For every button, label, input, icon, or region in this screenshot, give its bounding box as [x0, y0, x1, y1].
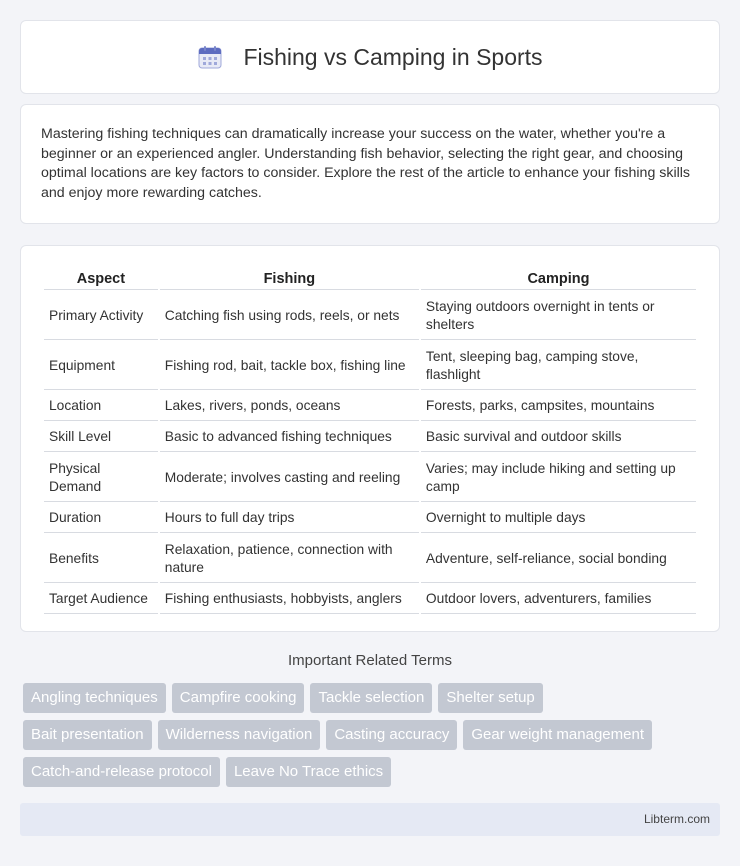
- cell-aspect: Benefits: [44, 535, 158, 583]
- term-row: [23, 683, 723, 713]
- header-fishing: Fishing: [160, 268, 419, 290]
- term-tag[interactable]: Bait presentation: [23, 720, 152, 750]
- cell-fishing: Hours to full day trips: [160, 504, 419, 533]
- term-tag[interactable]: Catch-and-release protocol: [23, 757, 220, 787]
- term-tag[interactable]: Casting accuracy: [326, 720, 457, 750]
- table-row: [44, 423, 696, 452]
- cell-fishing: Basic to advanced fishing techniques: [160, 423, 419, 452]
- cell-aspect: Duration: [44, 504, 158, 533]
- table-row: [44, 585, 696, 614]
- cell-fishing: Fishing enthusiasts, hobbyists, anglers: [160, 585, 419, 614]
- cell-camping: Staying outdoors overnight in tents or shelters: [421, 292, 696, 340]
- cell-camping: Adventure, self-reliance, social bonding: [421, 535, 696, 583]
- related-terms-title: Important Related Terms: [288, 652, 452, 669]
- term-tag[interactable]: Shelter setup: [438, 683, 542, 713]
- comparison-table-card: [20, 245, 720, 632]
- term-tag[interactable]: Gear weight management: [463, 720, 652, 750]
- term-tag[interactable]: Wilderness navigation: [158, 720, 321, 750]
- related-terms-list: [23, 683, 723, 794]
- cell-fishing: Moderate; involves casting and reeling: [160, 454, 419, 502]
- cell-camping: Basic survival and outdoor skills: [421, 423, 696, 452]
- cell-camping: Outdoor lovers, adventurers, families: [421, 585, 696, 614]
- term-row: [23, 720, 723, 750]
- cell-fishing: Fishing rod, bait, tackle box, fishing line: [160, 342, 419, 390]
- table-row: [44, 504, 696, 533]
- term-tag[interactable]: Angling techniques: [23, 683, 166, 713]
- page-title: Fishing vs Camping in Sports: [243, 43, 543, 70]
- cell-camping: Forests, parks, campsites, mountains: [421, 392, 696, 421]
- cell-camping: Varies; may include hiking and setting up camp: [421, 454, 696, 502]
- calendar-icon: [197, 44, 223, 70]
- table-header-row: [44, 268, 696, 290]
- comparison-table: [42, 266, 698, 616]
- cell-aspect: Equipment: [44, 342, 158, 390]
- cell-aspect: Primary Activity: [44, 292, 158, 340]
- intro-card: [20, 104, 720, 224]
- cell-camping: Tent, sleeping bag, camping stove, flashlight: [421, 342, 696, 390]
- header-aspect: Aspect: [44, 268, 158, 290]
- cell-aspect: Skill Level: [44, 423, 158, 452]
- cell-fishing: Lakes, rivers, ponds, oceans: [160, 392, 419, 421]
- table-row: [44, 535, 696, 583]
- cell-fishing: Catching fish using rods, reels, or nets: [160, 292, 419, 340]
- table-row: [44, 292, 696, 340]
- header-camping: Camping: [421, 268, 696, 290]
- cell-aspect: Location: [44, 392, 158, 421]
- cell-camping: Overnight to multiple days: [421, 504, 696, 533]
- table-row: [44, 392, 696, 421]
- term-tag[interactable]: Leave No Trace ethics: [226, 757, 391, 787]
- term-row: [23, 757, 723, 787]
- cell-fishing: Relaxation, patience, connection with nature: [160, 535, 419, 583]
- header-card: [20, 20, 720, 94]
- cell-aspect: Physical Demand: [44, 454, 158, 502]
- table-row: [44, 342, 696, 390]
- term-tag[interactable]: Campfire cooking: [172, 683, 305, 713]
- footer-site-link[interactable]: Libterm.com: [643, 812, 710, 826]
- cell-aspect: Target Audience: [44, 585, 158, 614]
- table-row: [44, 454, 696, 502]
- footer: [20, 803, 720, 836]
- intro-text: Mastering fishing techniques can dramatically increase your success on the water, whether you're a beginner or an experienced angler. Understanding fish behavior, selecting the right gear, and choosing optimal locations are key factors to consider. Explore the rest of the article to enhance your fishing skills and enjoy more rewarding catches.: [41, 126, 691, 201]
- term-tag[interactable]: Tackle selection: [310, 683, 432, 713]
